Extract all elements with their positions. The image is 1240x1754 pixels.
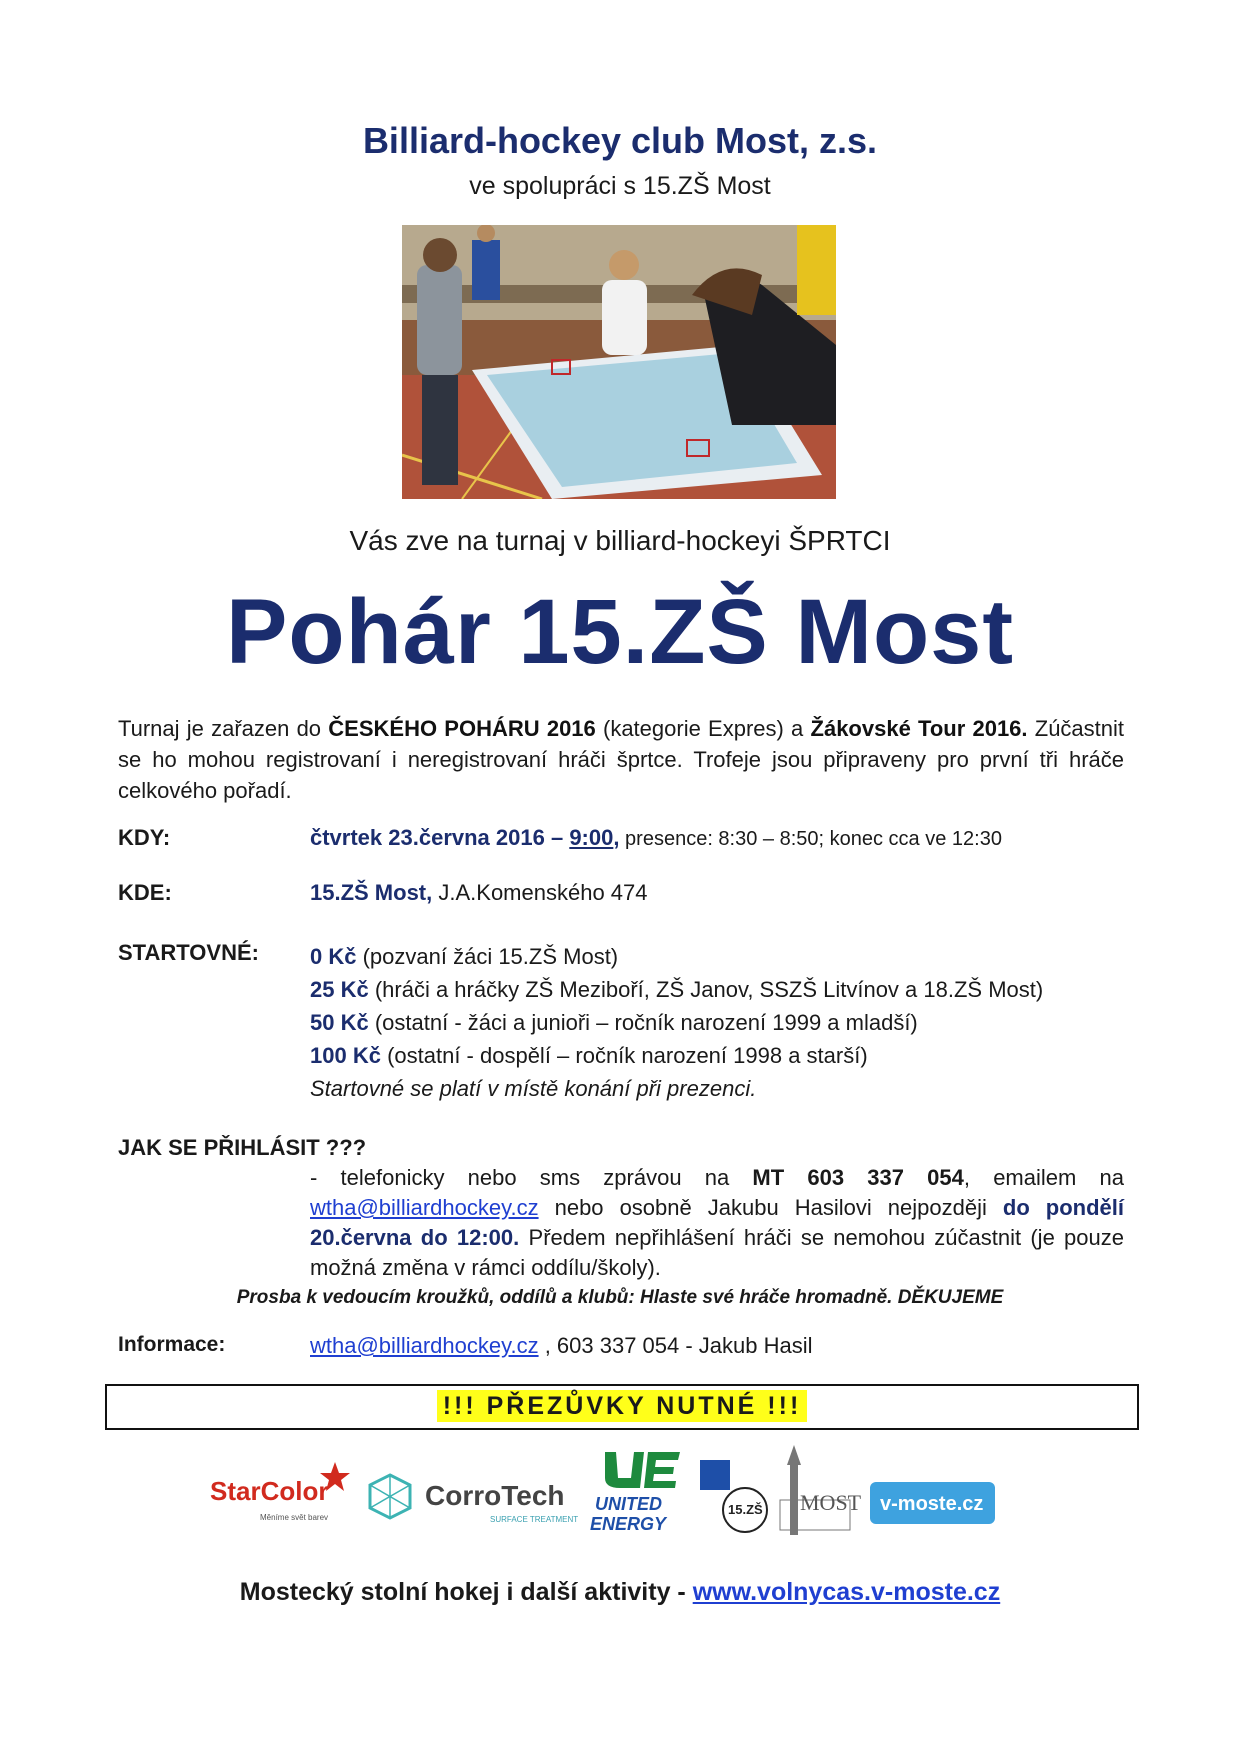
page-title: Pohár 15.ZŠ Most <box>226 581 1014 683</box>
starcolor-text: StarColor <box>210 1476 329 1506</box>
info-label: Informace: <box>118 1333 226 1356</box>
fee-desc: (pozvaní žáci 15.ZŠ Most) <box>356 944 619 969</box>
fee-amount: 0 Kč <box>310 944 357 969</box>
where-address: J.A.Komenského 474 <box>432 880 648 905</box>
most-city-logo <box>780 1445 862 1535</box>
indoor-shoes-text: !!! PŘEZŮVKY NUTNÉ !!! <box>437 1390 808 1422</box>
intro-paragraph <box>118 713 1124 806</box>
vmoste-logo <box>870 1482 995 1524</box>
ue-text-1: UNITED <box>595 1494 662 1514</box>
intro-text-2: (kategorie Expres) a <box>595 716 811 741</box>
where-value <box>310 880 648 906</box>
when-value <box>310 825 1002 851</box>
signup-text-1: - telefonicky nebo sms zprávou na <box>310 1165 753 1190</box>
footer-website-link[interactable]: www.volnycas.v-moste.cz <box>692 1578 1001 1606</box>
notice-text-wrap <box>107 1392 1137 1421</box>
footer <box>0 1578 1240 1607</box>
info-value <box>310 1333 813 1359</box>
fee-label: STARTOVNÉ: <box>118 940 259 965</box>
signup-title: JAK SE PŘIHLÁSIT ??? <box>118 1135 367 1160</box>
signup-phone: MT 603 337 054 <box>752 1165 964 1190</box>
footer-text: Mostecký stolní hokej i další aktivity - <box>239 1578 693 1606</box>
fee-line <box>310 1006 1043 1039</box>
signup-text-2: , emailem na <box>963 1165 1124 1190</box>
crystal-icon <box>370 1475 410 1518</box>
sponsor-logos <box>200 1440 1050 1550</box>
club-name: Billiard-hockey club Most, z.s. <box>362 120 878 161</box>
intro-text-1: Turnaj je zařazen do <box>118 716 329 741</box>
corrotech-tagline: SURFACE TREATMENT <box>490 1515 579 1524</box>
where-comma: , <box>426 880 433 905</box>
united-energy-logo <box>590 1452 680 1534</box>
signup-text-3: nebo osobně Jakubu Hasilovi nejpozději <box>538 1195 1003 1220</box>
where-label: KDE: <box>118 880 172 905</box>
info-contact: , 603 337 054 - Jakub Hasil <box>538 1333 813 1358</box>
corrotech-logo <box>425 1480 578 1524</box>
ue-text-2: ENERGY <box>590 1514 667 1534</box>
school-text: 15.ZŠ <box>728 1502 763 1517</box>
indoor-shoes-notice <box>105 1384 1139 1430</box>
intro-text-3: Zúčastnit se ho mohou registrovaní i neregistrovaní hráči šprtce. Trofeje jsou připraveny pro první tři hráče celkového pořadí. <box>118 716 1125 803</box>
signup-deadline: do pondělí 20.června do 12:00. <box>310 1195 1124 1250</box>
corrotech-text: CorroTech <box>425 1480 565 1511</box>
intro-tour: Žákovské Tour 2016. <box>810 716 1028 741</box>
signup-paragraph <box>310 1163 1124 1283</box>
fee-line <box>310 973 1043 1006</box>
signup-text-4: Předem nepřihlášení hráči se nemohou zúčastnit (je pouze možná změna v rámci oddílu/školy). <box>310 1225 1124 1280</box>
when-date: čtvrtek 23.června 2016 – <box>310 825 570 850</box>
fee-list <box>310 940 1043 1105</box>
when-comma: , <box>613 825 620 850</box>
ue-mark-icon <box>605 1452 680 1488</box>
fee-line <box>310 1039 1043 1072</box>
vmoste-text: v-moste.cz <box>880 1493 984 1515</box>
cooperation-line: ve spolupráci s 15.ZŠ Most <box>469 172 771 200</box>
fee-note: Startovné se platí v místě konání při prezenci. <box>310 1076 757 1101</box>
starcolor-logo <box>210 1462 350 1522</box>
intro-cup: ČESKÉHO POHÁRU 2016 <box>328 716 596 741</box>
when-details: presence: 8:30 – 8:50; konec cca ve 12:30 <box>619 828 1002 850</box>
fee-desc: (ostatní - žáci a junioři – ročník narození 1999 a mladší) <box>368 1010 918 1035</box>
tournament-photo <box>402 225 836 499</box>
fee-line <box>310 940 1043 973</box>
signup-email-link[interactable]: wtha@billiardhockey.cz <box>310 1195 539 1220</box>
fee-amount: 100 Kč <box>310 1043 381 1068</box>
signup-plea: Prosba k vedoucím kroužků, oddílů a klubů: Hlaste své hráče hromadně. DĚKUJEME <box>236 1287 1004 1308</box>
when-label: KDY: <box>118 825 171 850</box>
invitation-line: Vás zve na turnaj v billiard-hockeyi ŠPRTCI <box>349 525 891 556</box>
fee-amount: 50 Kč <box>310 1010 369 1035</box>
starcolor-tagline: Měníme svět barev <box>260 1513 329 1522</box>
fee-desc: (hráči a hráčky ZŠ Meziboří, ZŠ Janov, SSZŠ Litvínov a 18.ZŠ Most) <box>368 977 1044 1002</box>
most-text: MOST <box>800 1490 862 1515</box>
info-email-link[interactable]: wtha@billiardhockey.cz <box>310 1333 539 1358</box>
fee-desc: (ostatní - dospělí – ročník narození 1998 a starší) <box>380 1043 868 1068</box>
when-time: 9:00 <box>569 825 614 850</box>
school-logo <box>700 1460 767 1532</box>
fee-amount: 25 Kč <box>310 977 369 1002</box>
where-place: 15.ZŠ Most <box>310 880 427 905</box>
